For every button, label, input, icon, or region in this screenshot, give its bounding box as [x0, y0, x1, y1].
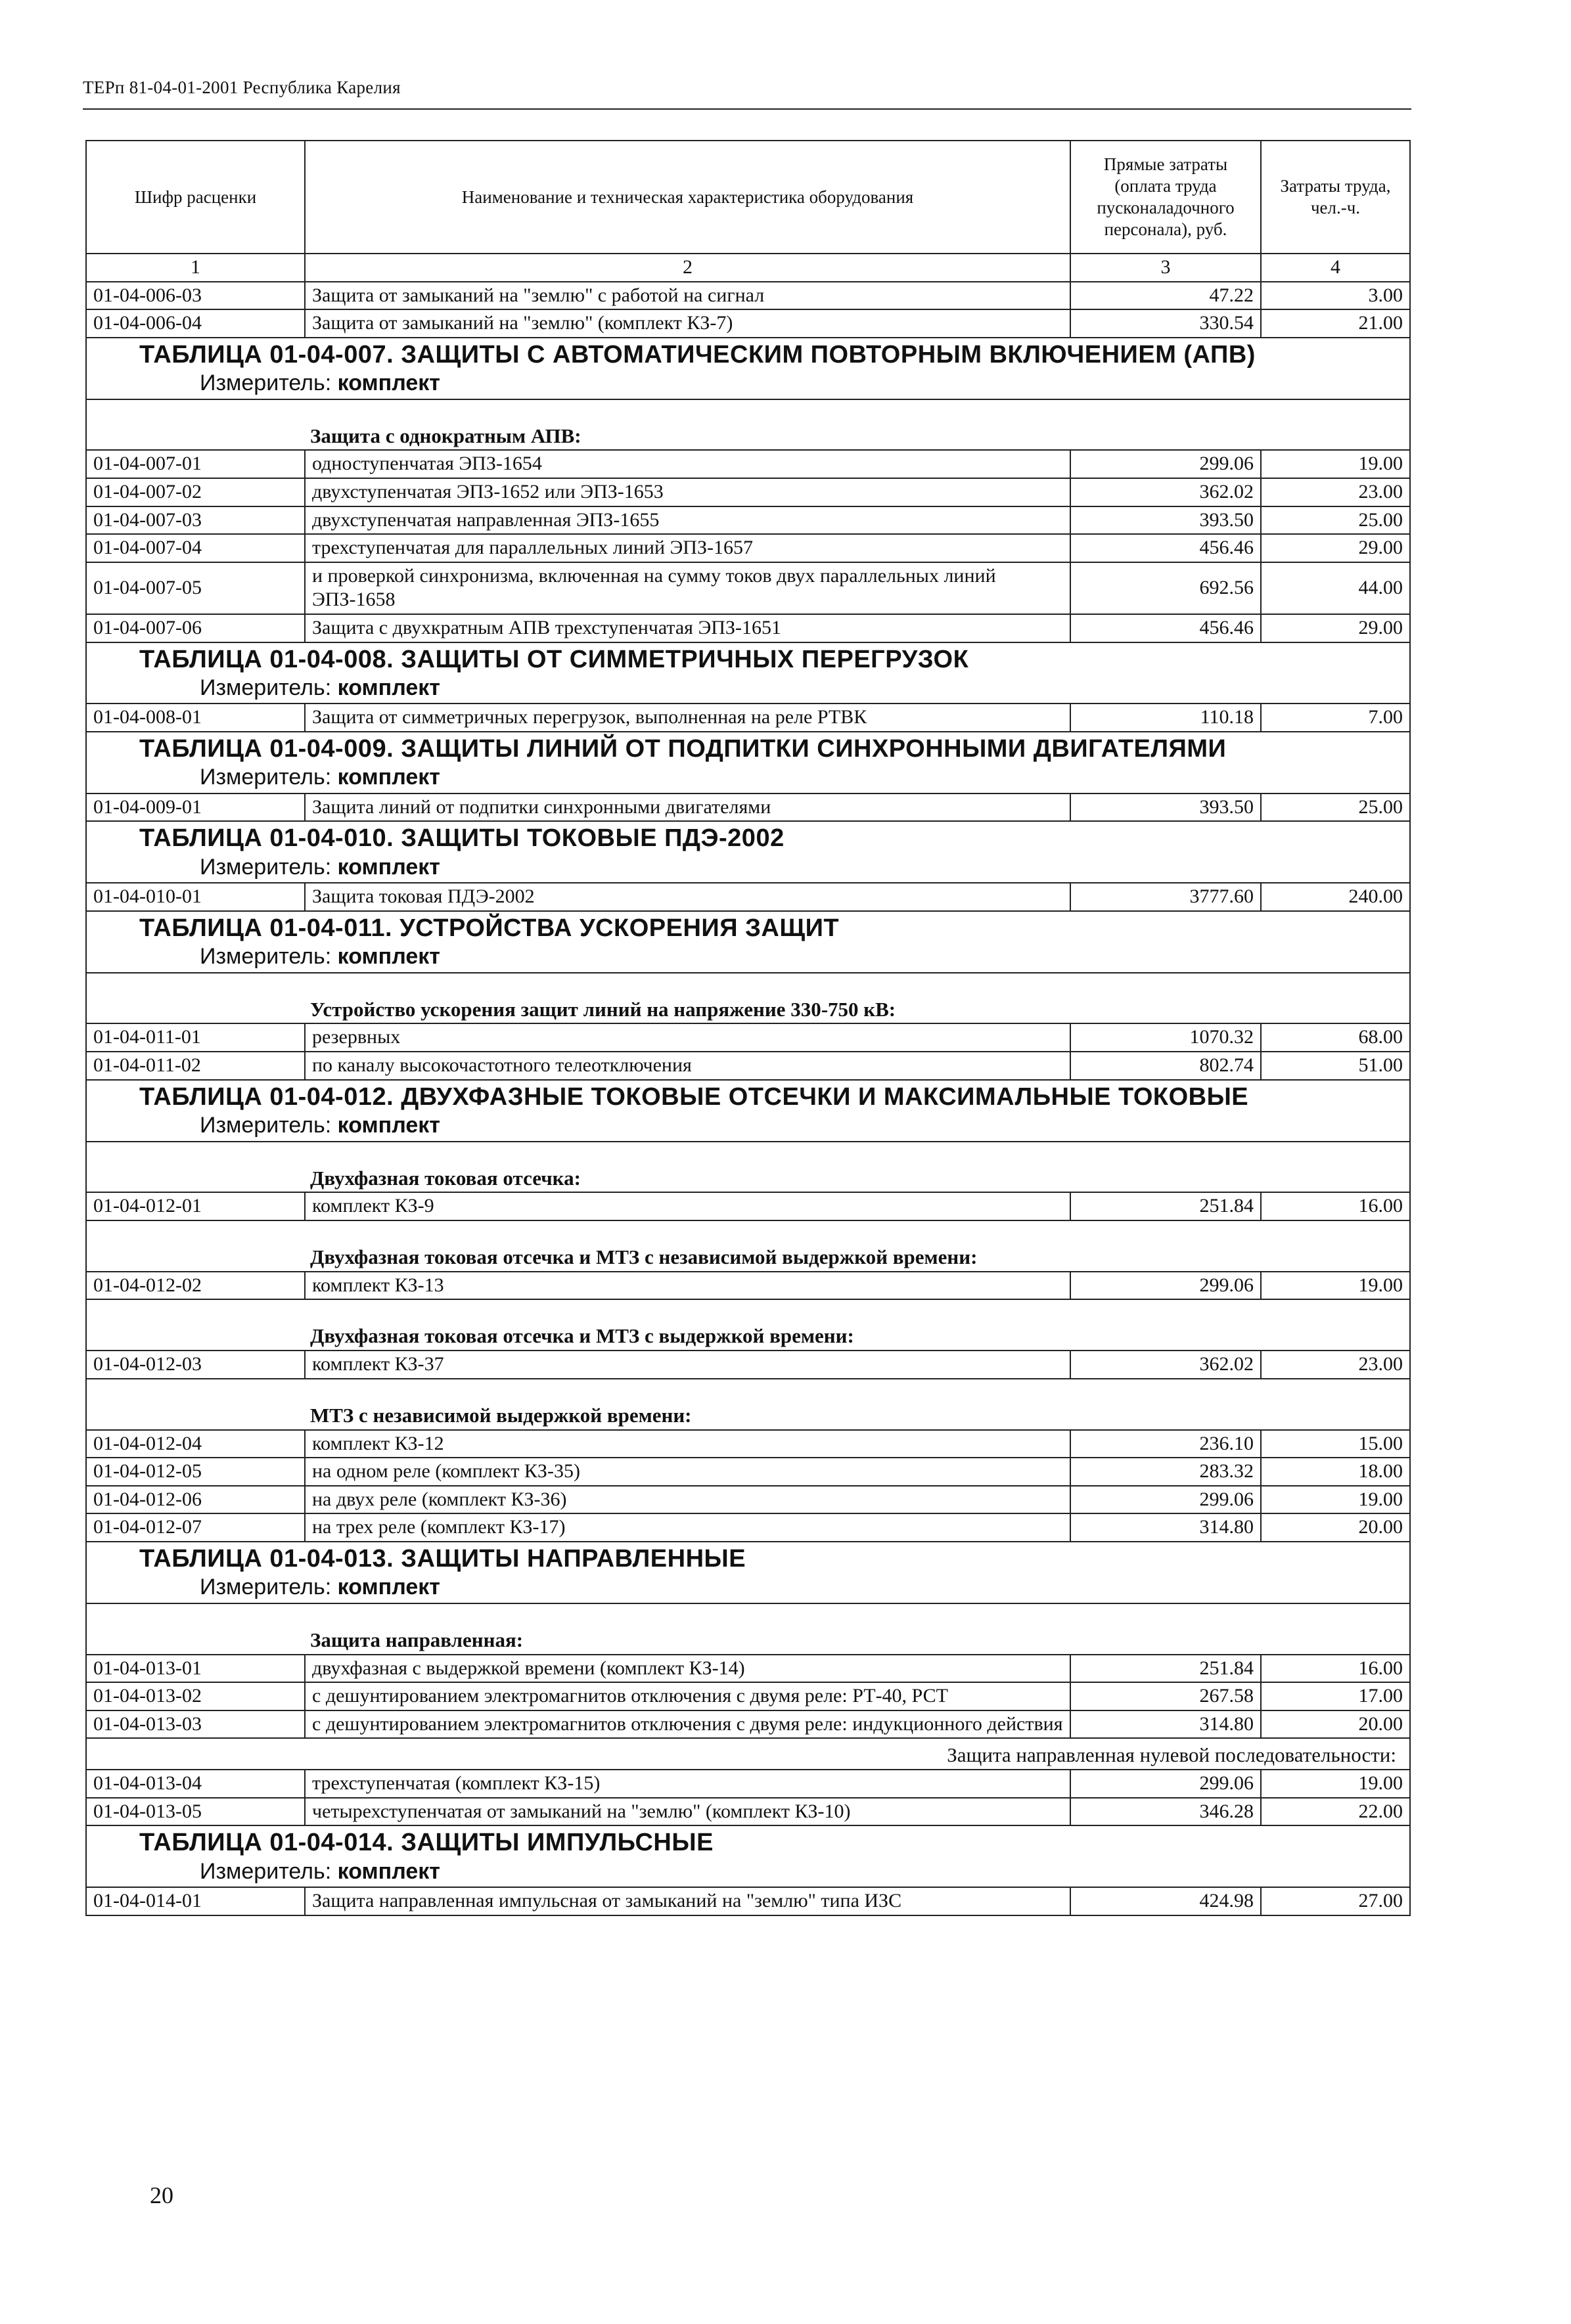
rate-name: с дешунтированием электромагнитов отключения с двумя реле: РТ-40, РСТ — [305, 1682, 1070, 1710]
subheading: Защита направленная: — [310, 1628, 524, 1651]
unit-label: Измеритель: — [200, 1575, 332, 1600]
rate-code: 01-04-011-02 — [86, 1052, 305, 1080]
rate-code: 01-04-007-05 — [86, 562, 305, 614]
table-row — [86, 1052, 1410, 1080]
table-row — [86, 1710, 1410, 1739]
column-number: 3 — [1070, 254, 1261, 282]
rate-labor: 27.00 — [1261, 1887, 1410, 1915]
rate-name: Защита от замыканий на "землю" (комплект КЗ-7) — [305, 309, 1070, 338]
rate-name: одноступенчатая ЭПЗ-1654 — [305, 450, 1070, 478]
rate-code: 01-04-012-06 — [86, 1486, 305, 1514]
rate-labor: 3.00 — [1261, 282, 1410, 310]
rate-cost: 267.58 — [1070, 1682, 1261, 1710]
rate-cost: 283.32 — [1070, 1458, 1261, 1486]
rate-labor: 17.00 — [1261, 1682, 1410, 1710]
section-header — [86, 642, 1410, 704]
rate-labor: 19.00 — [1261, 1272, 1410, 1300]
section-header-row — [86, 1825, 1410, 1887]
rate-name: по каналу высокочастотного телеотключения — [305, 1052, 1070, 1080]
table-row — [86, 282, 1410, 310]
rate-cost: 393.50 — [1070, 506, 1261, 535]
rates-table — [85, 140, 1411, 1916]
column-number: 4 — [1261, 254, 1410, 282]
rate-cost: 110.18 — [1070, 704, 1261, 732]
rate-labor: 18.00 — [1261, 1458, 1410, 1486]
section-title: ТАБЛИЦА 01-04-012. ДВУХФАЗНЫЕ ТОКОВЫЕ ОТСЕЧКИ И МАКСИМАЛЬНЫЕ ТОКОВЫЕ — [139, 1083, 1249, 1111]
subheading-row — [86, 973, 1410, 1024]
rate-cost: 802.74 — [1070, 1052, 1261, 1080]
rate-labor: 19.00 — [1261, 1770, 1410, 1798]
rate-name: комплект КЗ-37 — [305, 1351, 1070, 1379]
rate-code: 01-04-013-01 — [86, 1655, 305, 1683]
table-row — [86, 1770, 1410, 1798]
subheading-cell — [86, 399, 1410, 451]
rate-code: 01-04-013-02 — [86, 1682, 305, 1710]
section-header — [86, 1080, 1410, 1142]
column-number: 1 — [86, 254, 305, 282]
rate-cost: 362.02 — [1070, 1351, 1261, 1379]
rate-cost: 299.06 — [1070, 450, 1261, 478]
table-row — [86, 1486, 1410, 1514]
rate-cost: 346.28 — [1070, 1798, 1261, 1826]
subheading-cell — [86, 1738, 1410, 1770]
rate-labor: 20.00 — [1261, 1513, 1410, 1542]
subheading: Устройство ускорения защит линий на напряжение 330-750 кВ: — [310, 997, 896, 1021]
page-header: ТЕРп 81-04-01-2001 Республика Карелия — [83, 78, 401, 97]
subheading-cell — [86, 1220, 1410, 1272]
column-header-row — [86, 141, 1410, 254]
table-row — [86, 704, 1410, 732]
rate-code: 01-04-008-01 — [86, 704, 305, 732]
section-unit — [139, 1858, 1409, 1885]
column-header-labor: Затраты труда, чел.-ч. — [1261, 141, 1410, 254]
section-title: ТАБЛИЦА 01-04-014. ЗАЩИТЫ ИМПУЛЬСНЫЕ — [139, 1829, 714, 1857]
section-title: ТАБЛИЦА 01-04-013. ЗАЩИТЫ НАПРАВЛЕННЫЕ — [139, 1544, 746, 1573]
rate-name: Защита токовая ПДЭ-2002 — [305, 883, 1070, 911]
rate-labor: 19.00 — [1261, 1486, 1410, 1514]
subheading-cell — [86, 1299, 1410, 1351]
section-header — [86, 338, 1410, 399]
subheading: Двухфазная токовая отсечка: — [310, 1166, 581, 1190]
rate-code: 01-04-012-03 — [86, 1351, 305, 1379]
rate-cost: 393.50 — [1070, 793, 1261, 822]
rate-cost: 330.54 — [1070, 309, 1261, 338]
subheading-row — [86, 1738, 1410, 1770]
table-row — [86, 614, 1410, 642]
section-title: ТАБЛИЦА 01-04-008. ЗАЩИТЫ ОТ СИММЕТРИЧНЫХ ПЕРЕГРУЗОК — [139, 645, 969, 673]
rate-labor: 7.00 — [1261, 704, 1410, 732]
rate-code: 01-04-009-01 — [86, 793, 305, 822]
rate-code: 01-04-012-07 — [86, 1513, 305, 1542]
section-unit — [139, 764, 1409, 791]
rate-name: на одном реле (комплект КЗ-35) — [305, 1458, 1070, 1486]
rate-cost: 1070.32 — [1070, 1023, 1261, 1052]
rate-labor: 25.00 — [1261, 793, 1410, 822]
rate-name: двухступенчатая направленная ЭПЗ-1655 — [305, 506, 1070, 535]
rate-name: Защита от симметричных перегрузок, выполненная на реле РТВК — [305, 704, 1070, 732]
rate-labor: 22.00 — [1261, 1798, 1410, 1826]
table-row — [86, 1458, 1410, 1486]
rate-labor: 16.00 — [1261, 1192, 1410, 1220]
rate-cost: 251.84 — [1070, 1192, 1261, 1220]
rate-cost: 424.98 — [1070, 1887, 1261, 1915]
unit-value: комплект — [337, 1858, 440, 1884]
unit-label: Измеритель: — [200, 1858, 332, 1884]
rate-labor: 20.00 — [1261, 1710, 1410, 1739]
rate-code: 01-04-006-03 — [86, 282, 305, 310]
unit-value: комплект — [337, 1113, 440, 1138]
unit-value: комплект — [337, 1575, 440, 1600]
rate-cost: 47.22 — [1070, 282, 1261, 310]
table-row — [86, 450, 1410, 478]
subheading-row — [86, 1379, 1410, 1430]
rate-code: 01-04-014-01 — [86, 1887, 305, 1915]
rate-cost: 3777.60 — [1070, 883, 1261, 911]
column-header-name: Наименование и техническая характеристика оборудования — [305, 141, 1070, 254]
rate-name: резервных — [305, 1023, 1070, 1052]
rate-name: трехступенчатая (комплект КЗ-15) — [305, 1770, 1070, 1798]
section-title: ТАБЛИЦА 01-04-010. ЗАЩИТЫ ТОКОВЫЕ ПДЭ-2002 — [139, 824, 785, 853]
rate-code: 01-04-007-03 — [86, 506, 305, 535]
subheading-row — [86, 1603, 1410, 1655]
unit-label: Измеритель: — [200, 675, 332, 700]
unit-value: комплект — [337, 765, 440, 790]
rate-code: 01-04-013-04 — [86, 1770, 305, 1798]
rate-name: трехступенчатая для параллельных линий ЭПЗ-1657 — [305, 534, 1070, 562]
rate-labor: 15.00 — [1261, 1430, 1410, 1458]
table-row — [86, 793, 1410, 822]
rate-code: 01-04-013-05 — [86, 1798, 305, 1826]
rate-name: с дешунтированием электромагнитов отключения с двумя реле: индукционного действия — [305, 1710, 1070, 1739]
section-header — [86, 911, 1410, 973]
column-header-code: Шифр расценки — [86, 141, 305, 254]
table-row — [86, 1887, 1410, 1915]
rate-cost: 314.80 — [1070, 1710, 1261, 1739]
table-row — [86, 1798, 1410, 1826]
rate-labor: 16.00 — [1261, 1655, 1410, 1683]
rate-name: Защита линий от подпитки синхронными двигателями — [305, 793, 1070, 822]
unit-label: Измеритель: — [200, 1113, 332, 1138]
table-row — [86, 534, 1410, 562]
section-unit — [139, 675, 1409, 702]
table-row — [86, 1430, 1410, 1458]
unit-label: Измеритель: — [200, 944, 332, 970]
rate-name: двухфазная с выдержкой времени (комплект КЗ-14) — [305, 1655, 1070, 1683]
rate-cost: 236.10 — [1070, 1430, 1261, 1458]
table-row — [86, 506, 1410, 535]
rate-name: на трех реле (комплект КЗ-17) — [305, 1513, 1070, 1542]
rates-table-body — [86, 141, 1410, 1915]
subheading-cell — [86, 973, 1410, 1024]
section-header-row — [86, 1542, 1410, 1603]
table-row — [86, 562, 1410, 614]
table-row — [86, 1023, 1410, 1052]
rate-code: 01-04-006-04 — [86, 309, 305, 338]
rate-name: на двух реле (комплект КЗ-36) — [305, 1486, 1070, 1514]
rate-labor: 23.00 — [1261, 478, 1410, 506]
section-title: ТАБЛИЦА 01-04-009. ЗАЩИТЫ ЛИНИЙ ОТ ПОДПИТКИ СИНХРОННЫМИ ДВИГАТЕЛЯМИ — [139, 735, 1227, 763]
section-unit — [139, 1574, 1409, 1601]
rate-name: комплект КЗ-13 — [305, 1272, 1070, 1300]
subheading-row — [86, 399, 1410, 451]
subheading-cell — [86, 1603, 1410, 1655]
rate-labor: 29.00 — [1261, 534, 1410, 562]
section-header-row — [86, 911, 1410, 973]
subheading-row — [86, 1142, 1410, 1193]
rate-code: 01-04-007-02 — [86, 478, 305, 506]
section-header-row — [86, 821, 1410, 883]
section-header — [86, 732, 1410, 793]
rate-labor: 25.00 — [1261, 506, 1410, 535]
rate-name: комплект КЗ-9 — [305, 1192, 1070, 1220]
table-row — [86, 478, 1410, 506]
rate-cost: 299.06 — [1070, 1770, 1261, 1798]
section-unit — [139, 1112, 1409, 1139]
rate-name: Защита от замыканий на "землю" с работой на сигнал — [305, 282, 1070, 310]
table-row — [86, 309, 1410, 338]
section-header-row — [86, 338, 1410, 399]
subheading: Защита с однократным АПВ: — [310, 424, 581, 447]
rate-code: 01-04-007-01 — [86, 450, 305, 478]
table-row — [86, 1682, 1410, 1710]
rate-code: 01-04-012-02 — [86, 1272, 305, 1300]
section-title: ТАБЛИЦА 01-04-011. УСТРОЙСТВА УСКОРЕНИЯ ЗАЩИТ — [139, 914, 840, 942]
rate-name: Защита с двухкратным АПВ трехступенчатая ЭПЗ-1651 — [305, 614, 1070, 642]
rate-labor: 19.00 — [1261, 450, 1410, 478]
rate-code: 01-04-007-04 — [86, 534, 305, 562]
subheading-row — [86, 1299, 1410, 1351]
rate-cost: 362.02 — [1070, 478, 1261, 506]
subheading-cell — [86, 1379, 1410, 1430]
rate-name: комплект КЗ-12 — [305, 1430, 1070, 1458]
rate-code: 01-04-013-03 — [86, 1710, 305, 1739]
rate-labor: 51.00 — [1261, 1052, 1410, 1080]
section-unit — [139, 370, 1409, 397]
section-header-row — [86, 642, 1410, 704]
unit-value: комплект — [337, 370, 440, 396]
rate-name: двухступенчатая ЭПЗ-1652 или ЭПЗ-1653 — [305, 478, 1070, 506]
rate-code: 01-04-012-01 — [86, 1192, 305, 1220]
unit-value: комплект — [337, 854, 440, 880]
rate-code: 01-04-007-06 — [86, 614, 305, 642]
subheading: Двухфазная токовая отсечка и МТЗ с независимой выдержкой времени: — [310, 1245, 978, 1268]
table-row — [86, 883, 1410, 911]
rate-labor: 29.00 — [1261, 614, 1410, 642]
subheading: Защита направленная нулевой последовательности: — [947, 1743, 1396, 1767]
table-row — [86, 1513, 1410, 1542]
column-number: 2 — [305, 254, 1070, 282]
page-number: 20 — [150, 2182, 173, 2208]
rate-labor: 44.00 — [1261, 562, 1410, 614]
rate-cost: 456.46 — [1070, 614, 1261, 642]
section-header — [86, 821, 1410, 883]
subheading: МТЗ с независимой выдержкой времени: — [310, 1403, 692, 1427]
rate-code: 01-04-012-04 — [86, 1430, 305, 1458]
section-header-row — [86, 1080, 1410, 1142]
rate-labor: 68.00 — [1261, 1023, 1410, 1052]
unit-label: Измеритель: — [200, 765, 332, 790]
section-header — [86, 1825, 1410, 1887]
unit-label: Измеритель: — [200, 854, 332, 880]
rate-cost: 692.56 — [1070, 562, 1261, 614]
header-rule — [83, 108, 1411, 110]
column-header-cost: Прямые затраты (оплата труда пусконаладочного персонала), руб. — [1070, 141, 1261, 254]
column-number-row — [86, 254, 1410, 282]
subheading-row — [86, 1220, 1410, 1272]
subheading-cell — [86, 1142, 1410, 1193]
rate-name: и проверкой синхронизма, включенная на сумму токов двух параллельных линий ЭПЗ-1658 — [305, 562, 1070, 614]
rate-labor: 21.00 — [1261, 309, 1410, 338]
section-title: ТАБЛИЦА 01-04-007. ЗАЩИТЫ С АВТОМАТИЧЕСКИМ ПОВТОРНЫМ ВКЛЮЧЕНИЕМ (АПВ) — [139, 340, 1256, 369]
section-unit — [139, 854, 1409, 881]
table-row — [86, 1351, 1410, 1379]
rate-name: четырехступенчатая от замыканий на "землю" (комплект КЗ-10) — [305, 1798, 1070, 1826]
unit-value: комплект — [337, 675, 440, 700]
rate-cost: 299.06 — [1070, 1486, 1261, 1514]
section-unit — [139, 943, 1409, 970]
rate-cost: 314.80 — [1070, 1513, 1261, 1542]
unit-label: Измеритель: — [200, 370, 332, 396]
table-row — [86, 1655, 1410, 1683]
table-row — [86, 1272, 1410, 1300]
rate-labor: 23.00 — [1261, 1351, 1410, 1379]
unit-value: комплект — [337, 944, 440, 970]
subheading: Двухфазная токовая отсечка и МТЗ с выдержкой времени: — [310, 1324, 854, 1348]
rate-cost: 299.06 — [1070, 1272, 1261, 1300]
rate-code: 01-04-010-01 — [86, 883, 305, 911]
rate-labor: 240.00 — [1261, 883, 1410, 911]
rate-cost: 251.84 — [1070, 1655, 1261, 1683]
rate-name: Защита направленная импульсная от замыканий на "землю" типа ИЗС — [305, 1887, 1070, 1915]
rate-cost: 456.46 — [1070, 534, 1261, 562]
rate-code: 01-04-011-01 — [86, 1023, 305, 1052]
rate-code: 01-04-012-05 — [86, 1458, 305, 1486]
section-header-row — [86, 732, 1410, 793]
table-row — [86, 1192, 1410, 1220]
section-header — [86, 1542, 1410, 1603]
